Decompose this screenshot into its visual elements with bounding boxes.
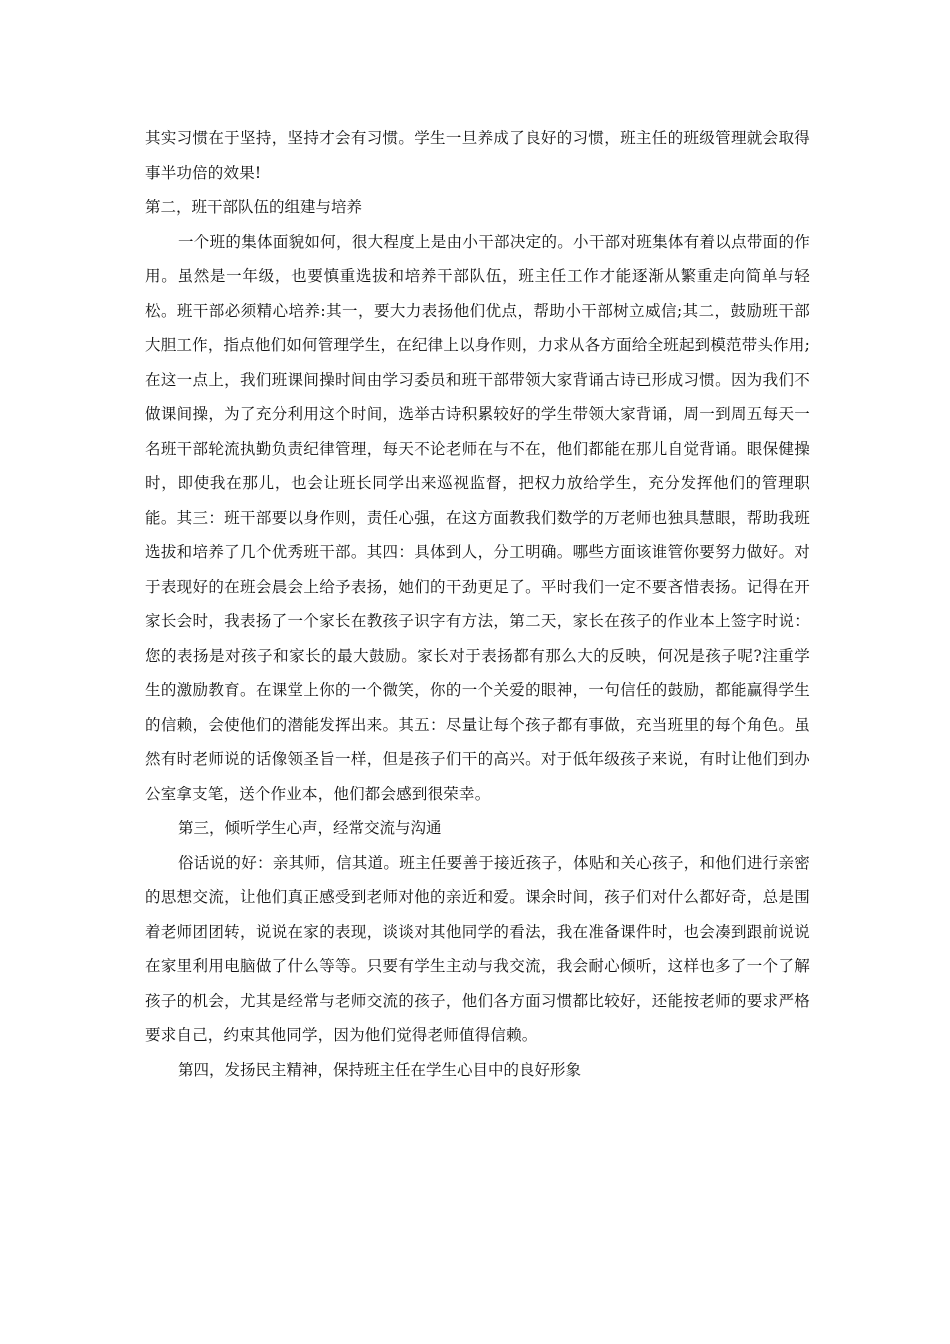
paragraph-listening: 俗话说的好：亲其师，信其道。班主任要善于接近孩子，体贴和关心孩子，和他们进行亲密的思想交流，让他们真正感受到老师对他的亲近和爱。课余时间，孩子们对什么都好奇，总是围着老师团团转，说说在家的表现，谈谈对其他同学的看法，我在准备课件时，也会凑到跟前说说在家里利用电脑做了什么等等。只要有学生主动与我交流，我会耐心倾听，这样也多了一个了解孩子的机会，尤其是经常与老师交流的孩子，他们各方面习惯都比较好，还能按老师的要求严格要求自己，约束其他同学，因为他们觉得老师值得信赖。: [145, 853, 810, 1044]
section-heading-3: 第三，倾听学生心声，经常交流与沟通: [178, 819, 442, 837]
section-heading-2: 第二，班干部队伍的组建与培养: [145, 198, 363, 216]
paragraph-class-cadres: 一个班的集体面貌如何，很大程度上是由小干部决定的。小干部对班集体有着以点带面的作用。虽然是一年级，也要慎重选拔和培养干部队伍，班主任工作才能逐渐从繁重走向简单与轻松。班干部必须精心培养:其一，要大力表扬他们优点，帮助小干部树立威信;其二，鼓励班干部大胆工作，指点他们如何管理学生，在纪律上以身作则，力求从各方面给全班起到模范带头作用;在这一点上，我们班课间操时间由学习委员和班干部带领大家背诵古诗已形成习惯。因为我们不做课间操，为了充分利用这个时间，选举古诗积累较好的学生带领大家背诵，周一到周五每天一名班干部轮流执勤负责纪律管理，每天不论老师在与不在，他们都能在那儿自觉背诵。眼保健操时，即使我在那儿，也会让班长同学出来巡视监督，把权力放给学生，充分发挥他们的管理职能。其三：班干部要以身作则，责任心强，在这方面教我们数学的万老师也独具慧眼，帮助我班选拔和培养了几个优秀班干部。其四：具体到人，分工明确。哪些方面该谁管你要努力做好。对于表现好的在班会晨会上给予表扬，她们的干劲更足了。平时我们一定不要吝惜表扬。记得在开家长会时，我表扬了一个家长在教孩子识字有方法，第二天，家长在孩子的作业本上签字时说：您的表扬是对孩子和家长的最大鼓励。家长对于表扬都有那么大的反映，何况是孩子呢?注重学生的激励教育。在课堂上你的一个微笑，你的一个关爱的眼神，一句信任的鼓励，都能赢得学生的信赖，会使他们的潜能发挥出来。其五：尽量让每个孩子都有事做，充当班里的每个角色。虽然有时老师说的话像领圣旨一样，但是孩子们干的高兴。对于低年级孩子来说，有时让他们到办公室拿支笔，送个作业本，他们都会感到很荣幸。: [145, 232, 810, 803]
paragraph-habit-conclusion: 其实习惯在于坚持，坚持才会有习惯。学生一旦养成了良好的习惯，班主任的班级管理就会取得事半功倍的效果!: [145, 129, 810, 182]
section-heading-4: 第四，发扬民主精神，保持班主任在学生心目中的良好形象: [178, 1060, 582, 1079]
document-page: [145, 121, 810, 1087]
